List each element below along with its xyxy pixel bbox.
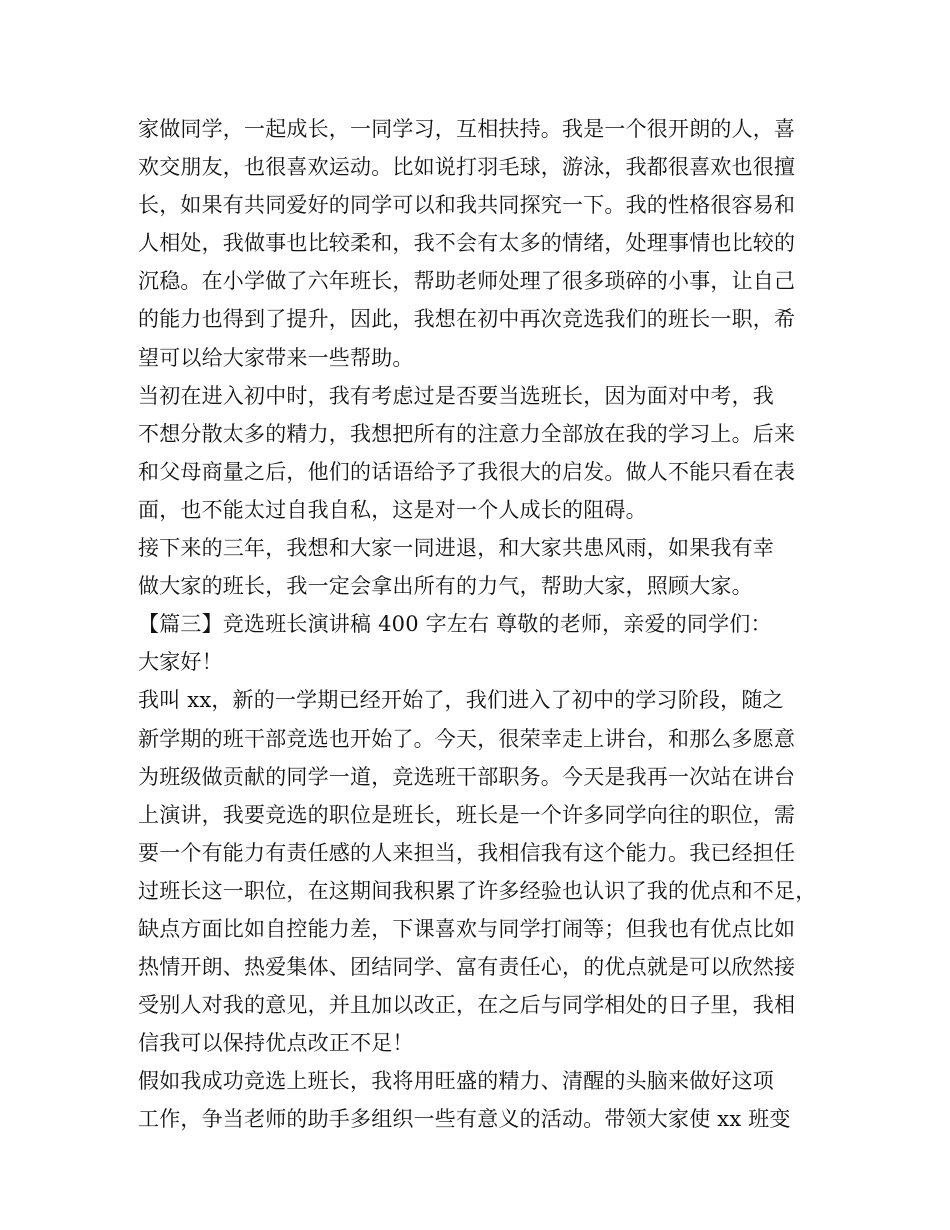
text-line: 新学期的班干部竞选也开始了。今天，很荣幸走上讲台，和那么多愿意 xyxy=(138,726,796,751)
text-line: 做大家的班长，我一定会拿出所有的力气，帮助大家，照顾大家。 xyxy=(138,574,753,599)
text-line: 望可以给大家带来一些帮助。 xyxy=(138,345,414,370)
text-line: 长，如果有共同爱好的同学可以和我共同探究一下。我的性格很容易和 xyxy=(138,193,796,218)
text-line: 假如我成功竞选上班长，我将用旺盛的精力、清醒的头脑来做好这项 xyxy=(138,1069,774,1094)
text-line: 人相处，我做事也比较柔和，我不会有太多的情绪，处理事情也比较的 xyxy=(138,231,796,256)
text-line: 不想分散太多的精力，我想把所有的注意力全部放在我的学习上。后来 xyxy=(138,421,796,446)
text-line: 我叫 xx，新的一学期已经开始了，我们进入了初中的学习阶段，随之 xyxy=(138,688,784,713)
text-line: 工作，争当老师的助手多组织一些有意义的活动。带领大家使 xx 班变 xyxy=(138,1107,791,1132)
text-line: 家做同学，一起成长，一同学习，互相扶持。我是一个很开朗的人，喜 xyxy=(138,117,796,141)
text-line: 面，也不能太过自我自私，这是对一个人成长的阻碍。 xyxy=(138,497,647,522)
text-line: 为班级做贡献的同学一道，竞选班干部职务。今天是我再一次站在讲台 xyxy=(138,764,796,789)
text-line: 的能力也得到了提升，因此，我想在初中再次竞选我们的班长一职，希 xyxy=(138,307,796,332)
text-line: 上演讲，我要竞选的职位是班长，班长是一个许多同学向往的职位，需 xyxy=(138,802,796,827)
text-line: 过班长这一职位，在这期间我积累了许多经验也认识了我的优点和不足， xyxy=(138,878,817,903)
greeting-line: 大家好！ xyxy=(138,650,223,675)
section-heading-line: 【篇三】竞选班长演讲稿 400 字左右 尊敬的老师，亲爱的同学们： xyxy=(138,612,772,637)
text-line: 当初在进入初中时，我有考虑过是否要当选班长，因为面对中考，我 xyxy=(138,383,774,408)
text-line: 热情开朗、热爱集体、团结同学、富有责任心，的优点就是可以欣然接 xyxy=(138,955,796,980)
text-line: 受别人对我的意见，并且加以改正，在之后与同学相处的日子里，我相 xyxy=(138,993,796,1018)
text-line: 要一个有能力有责任感的人来担当，我相信我有这个能力。我已经担任 xyxy=(138,840,796,865)
text-line: 信我可以保持优点改正不足！ xyxy=(138,1031,414,1056)
text-line: 欢交朋友，也很喜欢运动。比如说打羽毛球，游泳，我都很喜欢也很擅 xyxy=(138,155,796,180)
text-line: 缺点方面比如自控能力差，下课喜欢与同学打闹等；但我也有优点比如 xyxy=(138,916,796,941)
text-line: 和父母商量之后，他们的话语给予了我很大的启发。做人不能只看在表 xyxy=(138,459,796,484)
text-line: 接下来的三年，我想和大家一同进退，和大家共患风雨，如果我有幸 xyxy=(138,536,774,561)
document-body xyxy=(138,110,828,1139)
text-line: 沉稳。在小学做了六年班长，帮助老师处理了很多琐碎的小事，让自己 xyxy=(138,269,796,294)
